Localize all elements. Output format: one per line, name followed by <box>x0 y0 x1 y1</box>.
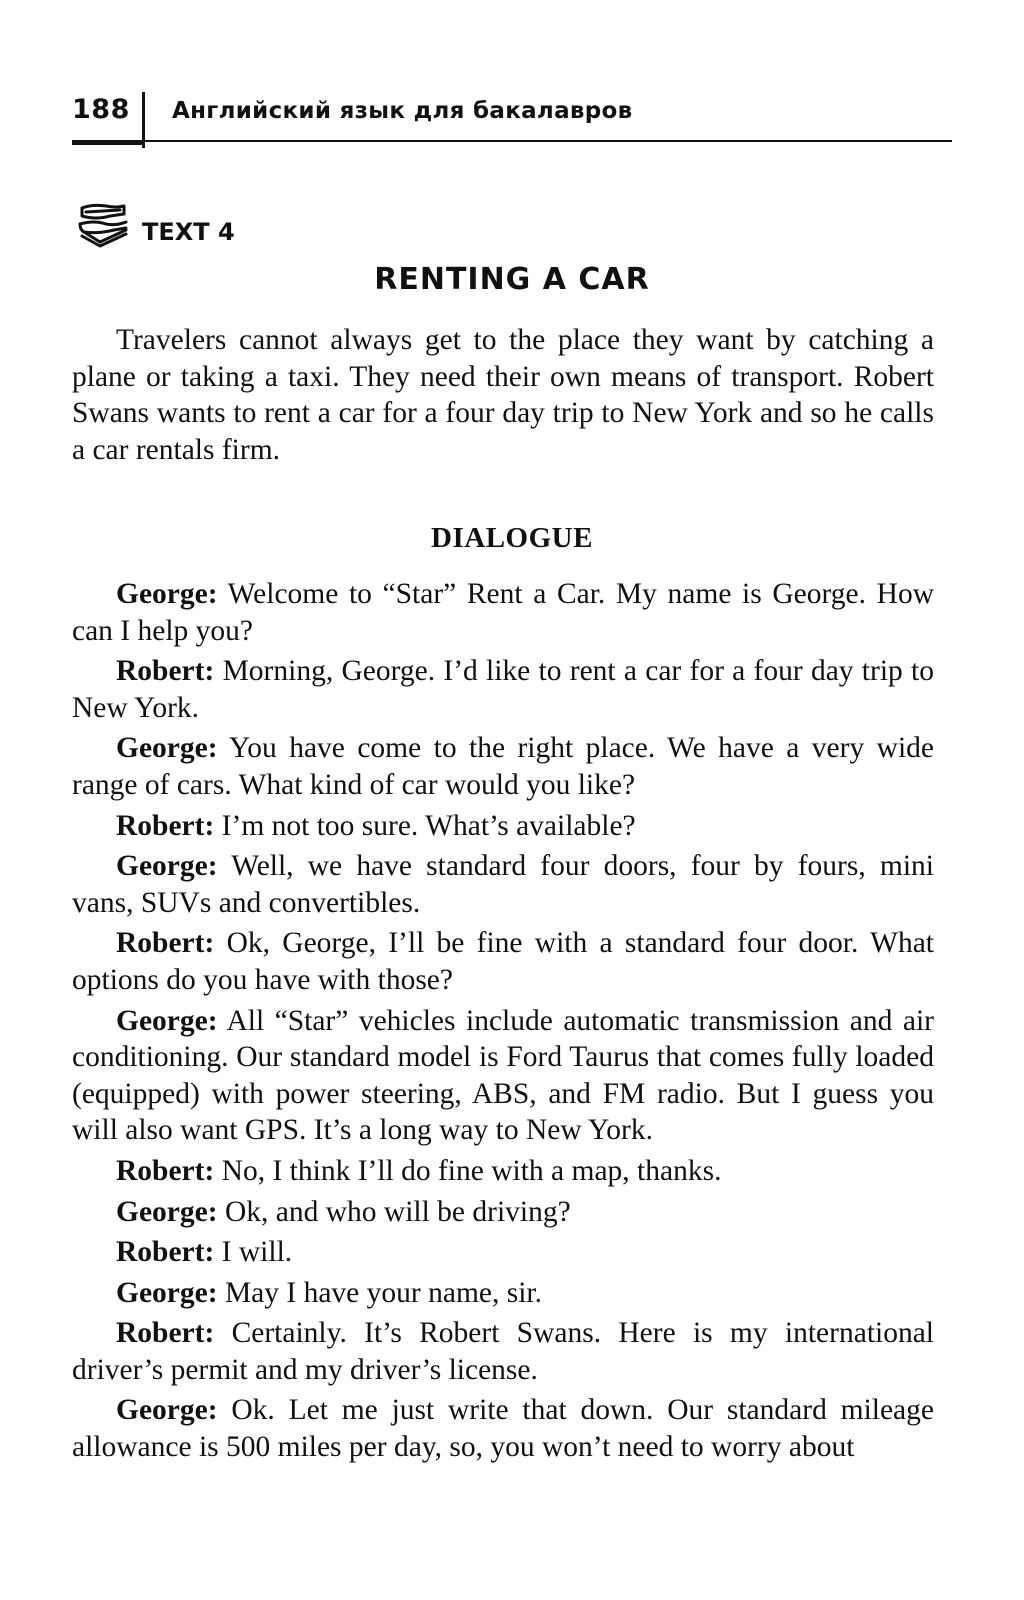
books-icon <box>76 200 130 254</box>
section-heading <box>76 200 376 260</box>
section-label: TEXT 4 <box>142 218 235 246</box>
book-title: Английский язык для бакалавров <box>172 98 633 124</box>
speaker-name: Robert: <box>116 927 215 960</box>
dialogue-line <box>72 653 934 726</box>
line-text: No, I think I’ll do fine with a map, thanks. <box>221 1154 722 1187</box>
speaker-name: Robert: <box>116 1154 215 1187</box>
speaker-name: Robert: <box>116 1317 215 1350</box>
line-text: Morning, George. I’d like to rent a car for a four day trip to New York. <box>72 655 934 724</box>
intro-paragraph: Travelers cannot always get to the place they want by catching a plane or taking a taxi. They need their own means of transport. Robert Swans wants to rent a car for a four day trip to New York and so he calls a car rentals firm. <box>72 324 934 466</box>
dialogue-line <box>72 1153 934 1190</box>
speaker-name: George: <box>116 1004 218 1037</box>
speaker-name: George: <box>116 850 218 883</box>
speaker-name: Robert: <box>116 809 215 842</box>
speaker-name: George: <box>116 1276 218 1309</box>
header-rule-accent <box>72 140 144 145</box>
dialogue-line <box>72 576 934 649</box>
page-number: 188 <box>72 94 130 125</box>
line-text: I will. <box>221 1236 293 1269</box>
speaker-name: George: <box>116 1195 218 1228</box>
line-text: Welcome to “Star” Rent a Car. My name is George. How can I help you? <box>72 578 935 647</box>
speaker-name: George: <box>116 578 218 610</box>
dialogue-line <box>72 1392 934 1465</box>
dialogue-line <box>72 808 934 845</box>
speaker-name: Robert: <box>116 655 215 688</box>
dialogue-line <box>72 925 934 998</box>
line-text: All “Star” vehicles include automatic transmission and air conditioning. Our standard model is Ford Taurus that comes fully loaded (equipped) with power steering, ABS, and FM radio. But I guess you will also want GPS. It’s a long way to New York. <box>72 1004 934 1147</box>
line-text: Certainly. It’s Robert Swans. Here is my international driver’s permit and my driver’s license. <box>72 1317 935 1386</box>
line-text: Ok, and who will be driving? <box>224 1195 571 1228</box>
speaker-name: Robert: <box>116 1236 215 1269</box>
running-head <box>72 92 952 148</box>
dialogue <box>72 576 934 1470</box>
line-text: I’m not too sure. What’s available? <box>221 809 636 842</box>
header-rule <box>72 140 952 142</box>
book-page <box>72 0 952 1600</box>
dialogue-line <box>72 1275 934 1312</box>
dialogue-line <box>72 848 934 921</box>
dialogue-line <box>72 1003 934 1149</box>
line-text: May I have your name, sir. <box>224 1276 542 1309</box>
dialogue-line <box>72 1315 934 1388</box>
line-text: Ok, George, I’ll be fine with a standard four door. What options do you have with those? <box>72 927 934 996</box>
speaker-name: George: <box>116 1394 218 1427</box>
dialogue-line <box>72 1234 934 1271</box>
line-text: Well, we have standard four doors, four by fours, mini vans, SUVs and convertibles. <box>72 850 934 919</box>
line-text: Ok. Let me just write that down. Our standard mileage allowance is 500 miles per day, so, you won’t need to worry about <box>72 1394 934 1464</box>
dialogue-line <box>72 1194 934 1231</box>
dialogue-line <box>72 730 934 803</box>
line-text: You have come to the right place. We have a very wide range of cars. What kind of car would you like? <box>72 732 934 801</box>
dialogue-title: DIALOGUE <box>431 522 593 554</box>
speaker-name: George: <box>116 732 218 765</box>
section-title: RENTING A CAR <box>374 262 650 297</box>
